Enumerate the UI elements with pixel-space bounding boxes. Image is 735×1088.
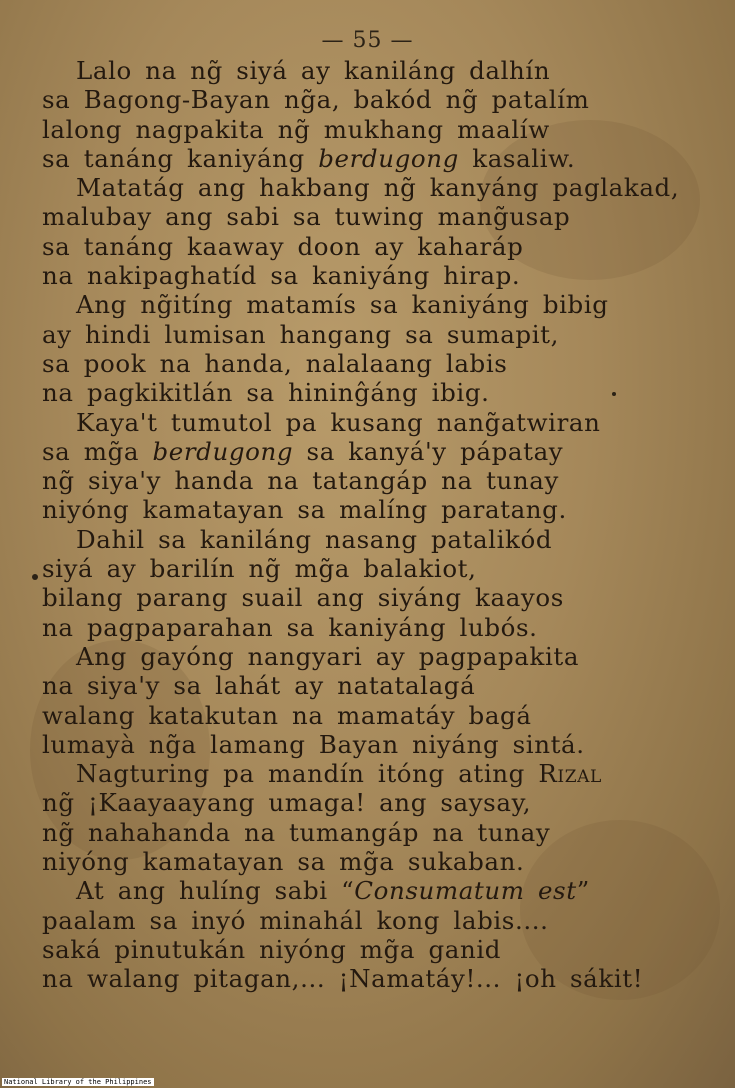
text-line — [42, 818, 702, 847]
text-span: sa tanáng kaniyáng — [42, 143, 319, 173]
text-span: na nakipaghatíd sa kaniyáng hirap. — [42, 261, 521, 291]
text-line — [42, 671, 702, 700]
text-span: niyóng kamatayan sa mg̃a sukaban. — [42, 847, 525, 877]
text-span: lumayà ng̃a lamang Bayan niyáng sintá. — [42, 729, 585, 759]
text-span: sa tanáng kaaway doon ay kaharáp — [42, 231, 524, 261]
text-span: bilang parang suail ang siyáng kaayos — [42, 583, 564, 613]
text-span: walang katakutan na mamatáy bagá — [42, 700, 532, 730]
text-span: Nagturing pa mandín itóng ating — [76, 759, 539, 789]
text-span: ” — [576, 876, 590, 906]
text-span: na pagkikitlán sa hininĝáng ibig. — [42, 378, 490, 408]
text-span: Matatág ang hakbang ng̃ kanyáng paglakad, — [76, 173, 680, 203]
text-line — [42, 56, 702, 85]
text-line — [42, 935, 702, 964]
text-span: lalong nagpakita ng̃ mukhang maalíw — [42, 114, 550, 144]
text-line — [42, 554, 702, 583]
text-line — [42, 320, 702, 349]
text-line — [42, 525, 702, 554]
text-line — [42, 349, 702, 378]
text-line — [42, 144, 702, 173]
text-span: sa pook na handa, nalalaang labis — [42, 348, 508, 378]
text-span: At ang hulíng sabi “ — [76, 876, 355, 906]
text-line — [42, 964, 702, 993]
text-line — [42, 730, 702, 759]
text-line — [42, 788, 702, 817]
text-span: niyóng kamatayan sa malíng paratang. — [42, 495, 567, 525]
text-line — [42, 437, 702, 466]
text-span: siyá ay barilín ng̃ mg̃a balakiot, — [42, 554, 477, 584]
text-line — [42, 173, 702, 202]
text-span: na walang pitagan,... ¡Namatáy!... ¡oh sákit! — [42, 964, 644, 994]
text-line — [42, 232, 702, 261]
text-line — [42, 906, 702, 935]
text-line — [42, 85, 702, 114]
text-line — [42, 466, 702, 495]
text-span: na pagpaparahan sa kaniyáng lubós. — [42, 612, 538, 642]
text-span: Ang ng̃itíng matamís sa kaniyáng bibig — [76, 290, 609, 320]
text-span: paalam sa inyó minahál kong labis.... — [42, 905, 549, 935]
text-line — [42, 202, 702, 231]
text-line — [42, 701, 702, 730]
text-span: Ang gayóng nangyari ay pagpapakita — [76, 641, 580, 671]
text-span: ng̃ ¡Kaayaayang umaga! ang saysay, — [42, 788, 532, 818]
text-span: Lalo na ng̃ siyá ay kaniláng dalhín — [76, 56, 551, 85]
text-span: sa kanyá'y pápatay — [293, 436, 564, 466]
text-line — [42, 495, 702, 524]
text-span: sa Bagong-Bayan ng̃a, bakód ng̃ patalím — [42, 85, 590, 115]
page-number: — 55 — — [321, 28, 414, 53]
text-span: ng̃ siya'y handa na tatangáp na tunay — [42, 466, 559, 496]
poem-text — [42, 56, 702, 994]
text-line — [42, 613, 702, 642]
italic-text: berdugong — [318, 143, 459, 173]
text-span: Kaya't tumutol pa kusang nang̃atwiran — [76, 407, 601, 437]
text-span: malubay ang sabi sa tuwing mang̃usap — [42, 202, 571, 232]
text-line — [42, 876, 702, 905]
text-span: kasaliw. — [458, 143, 576, 173]
italic-text: Consumatum est — [354, 876, 577, 906]
text-line — [42, 408, 702, 437]
text-line — [42, 583, 702, 612]
text-span: sa mg̃a — [42, 436, 153, 466]
text-span: saká pinutukán niyóng mg̃a ganid — [42, 934, 502, 964]
text-span: na siya'y sa lahát ay natatalagá — [42, 671, 476, 701]
small-caps-text: Rizal — [538, 759, 602, 789]
library-watermark: National Library of the Philippines — [4, 1078, 152, 1086]
text-line — [42, 290, 702, 319]
text-line — [42, 115, 702, 144]
text-span: ay hindi lumisan hangang sa sumapit, — [42, 319, 559, 349]
ink-dot — [32, 574, 38, 580]
text-span: Dahil sa kaniláng nasang patalikód — [76, 524, 553, 554]
text-line — [42, 847, 702, 876]
text-line — [42, 642, 702, 671]
text-span: ng̃ nahahanda na tumangáp na tunay — [42, 817, 551, 847]
text-line — [42, 261, 702, 290]
text-line — [42, 759, 702, 788]
italic-text: berdugong — [152, 436, 294, 466]
text-line — [42, 378, 702, 407]
